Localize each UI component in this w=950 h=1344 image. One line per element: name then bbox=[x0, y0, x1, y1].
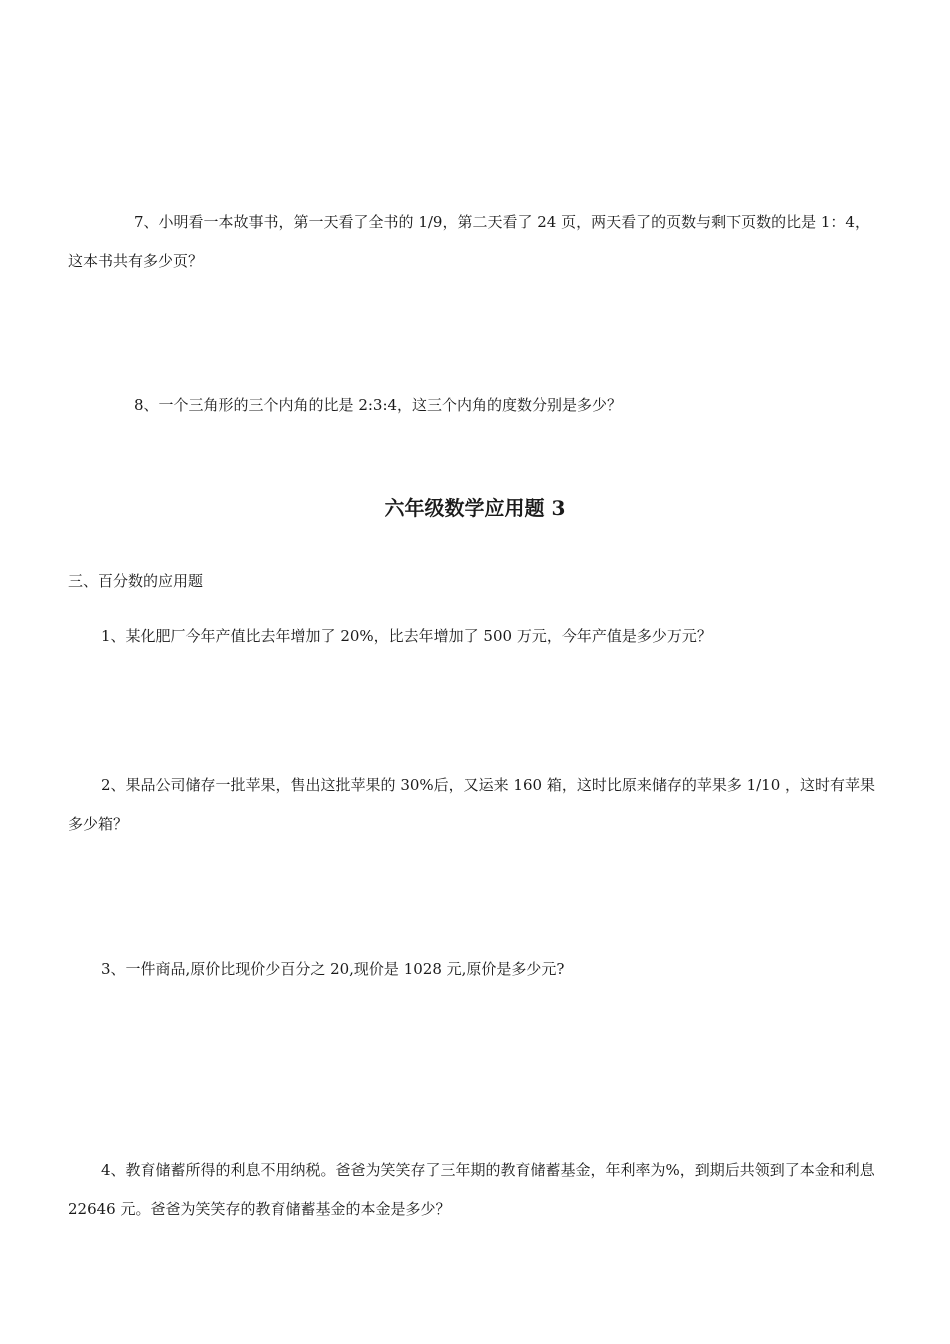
question-3: 3、一件商品,原价比现价少百分之 20,现价是 1028 元,原价是多少元? bbox=[101, 960, 565, 978]
question-8-number: 8、 bbox=[134, 396, 159, 414]
question-8 bbox=[68, 386, 883, 425]
question-4: 4、教育储蓄所得的利息不用纳税。爸爸为笑笑存了三年期的教育储蓄基金，年利率为%，到期后共领到了本金和利息 22646 元。爸爸为笑笑存的教育储蓄基金的本金是多少？ bbox=[68, 1161, 875, 1218]
question-7-text: 小明看一本故事书，第一天看了全书的 1/9，第二天看了 24 页，两天看了的页数与剩下页数的比是 1：4，这本书共有多少页？ bbox=[68, 213, 870, 270]
section-heading: 三、百分数的应用题 bbox=[68, 572, 204, 590]
question-8-text: 一个三角形的三个内角的比是 2:3:4，这三个内角的度数分别是多少？ bbox=[158, 396, 623, 414]
question-1: 1、某化肥厂今年产值比去年增加了 20%，比去年增加了 500 万元，今年产值是多少万元？ bbox=[101, 627, 712, 645]
page-title: 六年级数学应用题 3 bbox=[384, 496, 566, 520]
question-2: 2、果品公司储存一批苹果，售出这批苹果的 30%后，又运来 160 箱，这时比原来储存的苹果多 1/10 ，这时有苹果多少箱？ bbox=[68, 776, 876, 833]
question-7-number: 7、 bbox=[134, 213, 159, 231]
question-7 bbox=[68, 203, 883, 281]
